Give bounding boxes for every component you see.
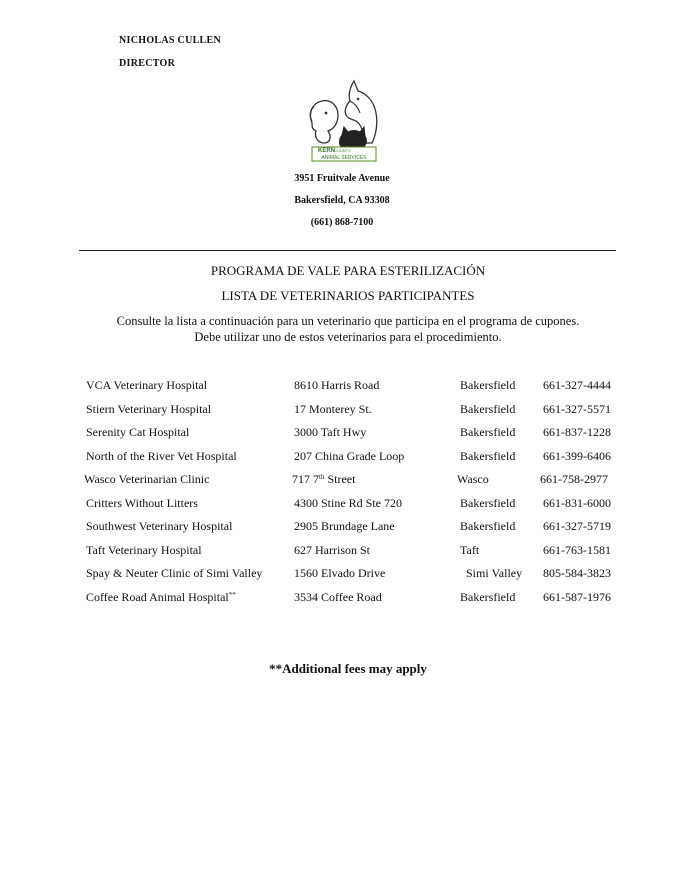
vet-city: Bakersfield — [460, 449, 516, 463]
logo-line3: ANIMAL SERVICES — [321, 155, 367, 161]
vet-name: North of the River Vet Hospital — [86, 449, 237, 463]
vet-city: Bakersfield — [460, 496, 516, 510]
vet-phone: 661-763-1581 — [543, 543, 611, 557]
footnote: **Additional fees may apply — [269, 661, 427, 676]
vet-city: Bakersfield — [460, 519, 516, 533]
vet-row — [0, 543, 684, 559]
vet-city: Bakersfield — [460, 425, 516, 439]
vet-row — [0, 519, 684, 535]
vet-row — [0, 472, 684, 488]
vet-phone: 661-327-5719 — [543, 519, 611, 533]
vet-phone: 661-837-1228 — [543, 425, 611, 439]
vet-name: Stiern Veterinary Hospital — [86, 402, 212, 416]
address-street: 3951 Fruitvale Avenue — [294, 173, 390, 184]
vet-phone: 661-327-4444 — [543, 378, 611, 392]
vet-phone: 661-587-1976 — [543, 590, 611, 604]
vet-name: Taft Veterinary Hospital — [86, 543, 202, 557]
intro-line-2: Debe utilizar uno de estos veterinarios para el procedimiento. — [194, 330, 502, 344]
dog-cat-horse-icon — [304, 77, 384, 163]
vet-city: Taft — [460, 543, 480, 557]
vet-city: Bakersfield — [460, 590, 516, 604]
vet-name: Southwest Veterinary Hospital — [86, 519, 233, 533]
list-title: LISTA DE VETERINARIOS PARTICIPANTES — [221, 288, 475, 303]
vet-row — [0, 449, 684, 465]
vet-address: 717 7th Street — [292, 472, 356, 486]
vet-row — [0, 378, 684, 394]
vet-row — [0, 496, 684, 512]
intro-line-1: Consulte la lista a continuación para un veterinario que participa en el programa de cupones. — [116, 314, 580, 328]
vet-row — [0, 402, 684, 418]
vet-phone: 661-327-5571 — [543, 402, 611, 416]
vet-name: VCA Veterinary Hospital — [86, 378, 208, 392]
vet-name: Serenity Cat Hospital — [86, 425, 190, 439]
logo-line2: COUNTY — [334, 148, 351, 153]
vet-row — [0, 590, 684, 606]
vet-address: 2905 Brundage Lane — [294, 519, 395, 533]
vet-name: Critters Without Litters — [86, 496, 198, 510]
vet-address: 3534 Coffee Road — [294, 590, 382, 604]
director-name: NICHOLAS CULLEN — [119, 35, 222, 46]
vet-name: Coffee Road Animal Hospital** — [86, 590, 236, 604]
address-city: Bakersfield, CA 93308 — [294, 195, 390, 206]
vet-phone: 661-399-6406 — [543, 449, 611, 463]
vet-city: Wasco — [457, 472, 489, 486]
program-title: PROGRAMA DE VALE PARA ESTERILIZACIÓN — [210, 263, 486, 278]
vet-address: 207 China Grade Loop — [294, 449, 405, 463]
vet-address: 17 Monterey St. — [294, 402, 372, 416]
vet-city: Simi Valley — [466, 566, 523, 580]
vet-address: 1560 Elvado Drive — [294, 566, 386, 580]
vet-row — [0, 425, 684, 441]
vet-city: Bakersfield — [460, 402, 516, 416]
vet-address: 3000 Taft Hwy — [294, 425, 367, 439]
vet-address: 4300 Stine Rd Ste 720 — [294, 496, 403, 510]
divider — [79, 250, 616, 251]
vet-address: 627 Harrison St — [294, 543, 370, 557]
vet-phone: 661-758-2977 — [540, 472, 608, 486]
vet-row — [0, 566, 684, 582]
director-title: DIRECTOR — [119, 58, 176, 69]
vet-name: Wasco Veterinarian Clinic — [84, 472, 210, 486]
vet-phone: 661-831-6000 — [543, 496, 611, 510]
vet-city: Bakersfield — [460, 378, 516, 392]
vet-phone: 805-584-3823 — [543, 566, 611, 580]
vet-address: 8610 Harris Road — [294, 378, 380, 392]
vet-name: Spay & Neuter Clinic of Simi Valley — [86, 566, 263, 580]
logo-line1: KERN — [318, 148, 336, 154]
address-phone: (661) 868-7100 — [310, 217, 374, 228]
